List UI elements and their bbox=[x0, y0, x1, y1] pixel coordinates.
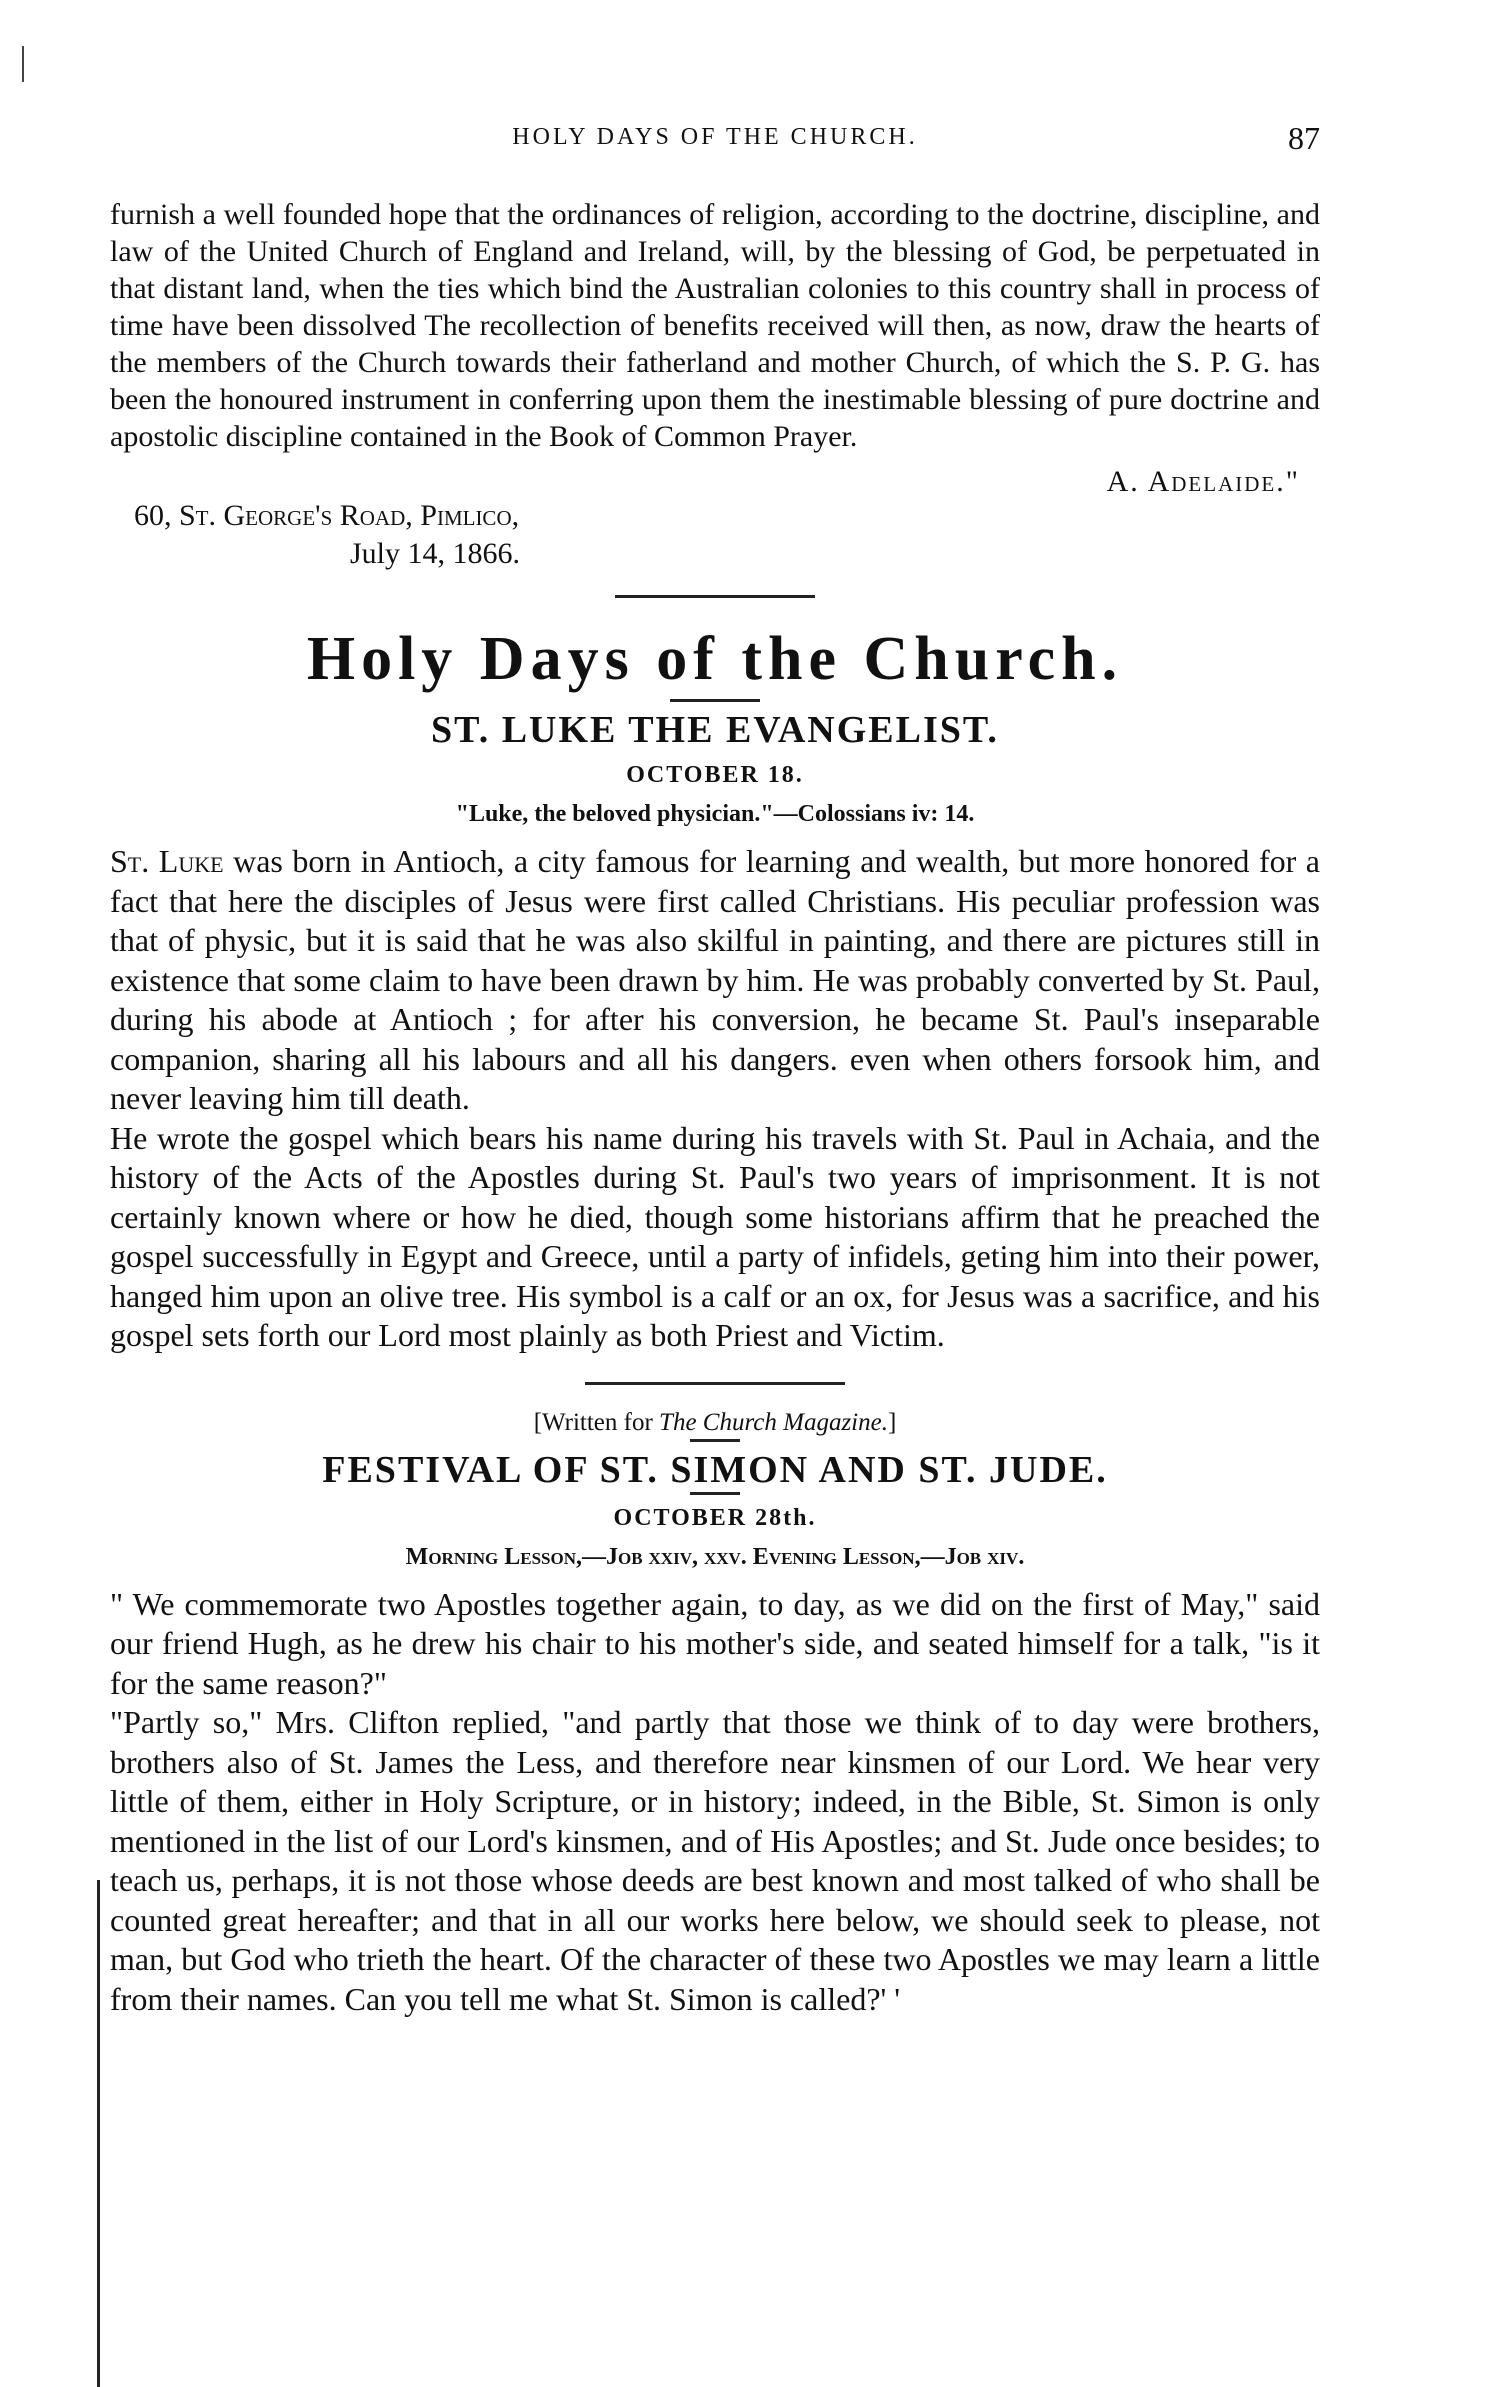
letter-signature: A. Adelaide." bbox=[1106, 465, 1300, 498]
simon-jude-paragraph-1: " We commemorate two Apostles together again, to day, as we did on the first of May," said our friend Hugh, as he drew his chair to his mother's side, and seated himself for a talk, "is it for the same reason?" bbox=[110, 1585, 1320, 1701]
written-for-suffix: ] bbox=[887, 1408, 897, 1436]
st-luke-epigraph: "Luke, the beloved physician."—Colossians iv: 14. bbox=[455, 801, 975, 827]
binding-edge-line bbox=[97, 1880, 100, 2387]
st-luke-date: OCTOBER 18. bbox=[626, 762, 804, 788]
title-rule bbox=[670, 699, 760, 702]
letter-date: July 14, 1866. bbox=[350, 537, 521, 570]
article-divider bbox=[585, 1382, 845, 1385]
section-header-blackletter: Holy Days of the Church. bbox=[306, 625, 1124, 693]
simon-jude-title: FESTIVAL OF ST. SIMON AND ST. JUDE. bbox=[322, 1448, 1108, 1491]
st-luke-paragraph-1 bbox=[110, 842, 1320, 1119]
section-divider bbox=[615, 595, 815, 598]
st-luke-paragraph-2: He wrote the gospel which bears his name during his travels with St. Paul in Achaia, and the history of the Acts of the Apostles during St. Paul's two years of imprisonment. It is not certainly known where or how he died, though some historians affirm that he preached the gospel successfully in Egypt and Greece, until a party of infidels, geting him into their power, hanged him upon an olive tree. His symbol is a calf or an ox, for Jesus was a sacrifice, and his gospel sets forth our Lord most plainly as both Priest and Victim. bbox=[110, 1119, 1320, 1353]
running-title: HOLY DAYS OF THE CHURCH. bbox=[512, 124, 918, 150]
st-luke-lead: St. Luke bbox=[110, 843, 224, 879]
simon-jude-paragraph-2: "Partly so," Mrs. Clifton replied, "and partly that those we think of to day were brothers, brothers also of St. James the Less, and therefore near kinsmen of our Lord. We hear very little of them, either in Holy Scripture, or in history; indeed, in the Bible, St. Simon is only mentioned in the list of our Lord's kinsmen, and of His Apostles; and St. Jude once besides; to teach us, perhaps, it is not those whose deeds are best known and most talked of who shall be counted great hereafter; and that in all our works here below, we should seek to please, not man, but God who trieth the heart. Of the character of these two Apostles we may learn a little from their names. Can you tell me what St. Simon is called?' ' bbox=[110, 1704, 1320, 2017]
previous-letter-paragraph: furnish a well founded hope that the ordinances of religion, according to the doctrine, discipline, and law of the United Church of England and Ireland, will, by the blessing of God, be perpetuated in that distant land, when the ties which bind the Australian colonies to this country shall in process of time have been dissolved The recollection of benefits received will then, as now, draw the hearts of the members of the Church towards their fatherland and mother Church, of which the S. P. G. has been the honoured instrument in conferring upon them the inestimable blessing of pure doctrine and apostolic discipline contained in the Book of Common Prayer. bbox=[110, 198, 1320, 453]
margin-mark bbox=[22, 46, 24, 82]
title-underline bbox=[690, 1492, 740, 1495]
address-line: 60, St. George's Road, Pimlico, bbox=[134, 499, 520, 532]
st-luke-title: ST. LUKE THE EVANGELIST. bbox=[431, 709, 999, 751]
written-for-prefix: [Written for bbox=[533, 1408, 660, 1436]
written-for-note bbox=[110, 1409, 1320, 1437]
magazine-name: The Church Magazine. bbox=[659, 1408, 888, 1436]
note-rule bbox=[690, 1439, 740, 1442]
simon-jude-date: OCTOBER 28th. bbox=[613, 1504, 817, 1531]
page-content bbox=[110, 196, 1320, 2019]
simon-jude-lessons: Morning Lesson,—Job xxiv, xxv. Evening Lesson,—Job xiv. bbox=[405, 1543, 1025, 1570]
page-number: 87 bbox=[1288, 120, 1320, 156]
letter-address bbox=[134, 497, 1320, 573]
st-luke-paragraph-1-text: was born in Antioch, a city famous for learning and wealth, but more honored for a fact that here the disciples of Jesus were first called Christians. His peculiar profession was that of physic, but it is said that he was also skilful in painting, and there are pictures still in existence that some claim to have been drawn by him. He was probably converted by St. Paul, during his abode at Antioch ; for after his conversion, he became St. Paul's inseparable companion, sharing all his labours and all his dangers. even when others forsook him, and never leaving him till death. bbox=[110, 843, 1320, 1116]
running-head bbox=[110, 120, 1320, 164]
